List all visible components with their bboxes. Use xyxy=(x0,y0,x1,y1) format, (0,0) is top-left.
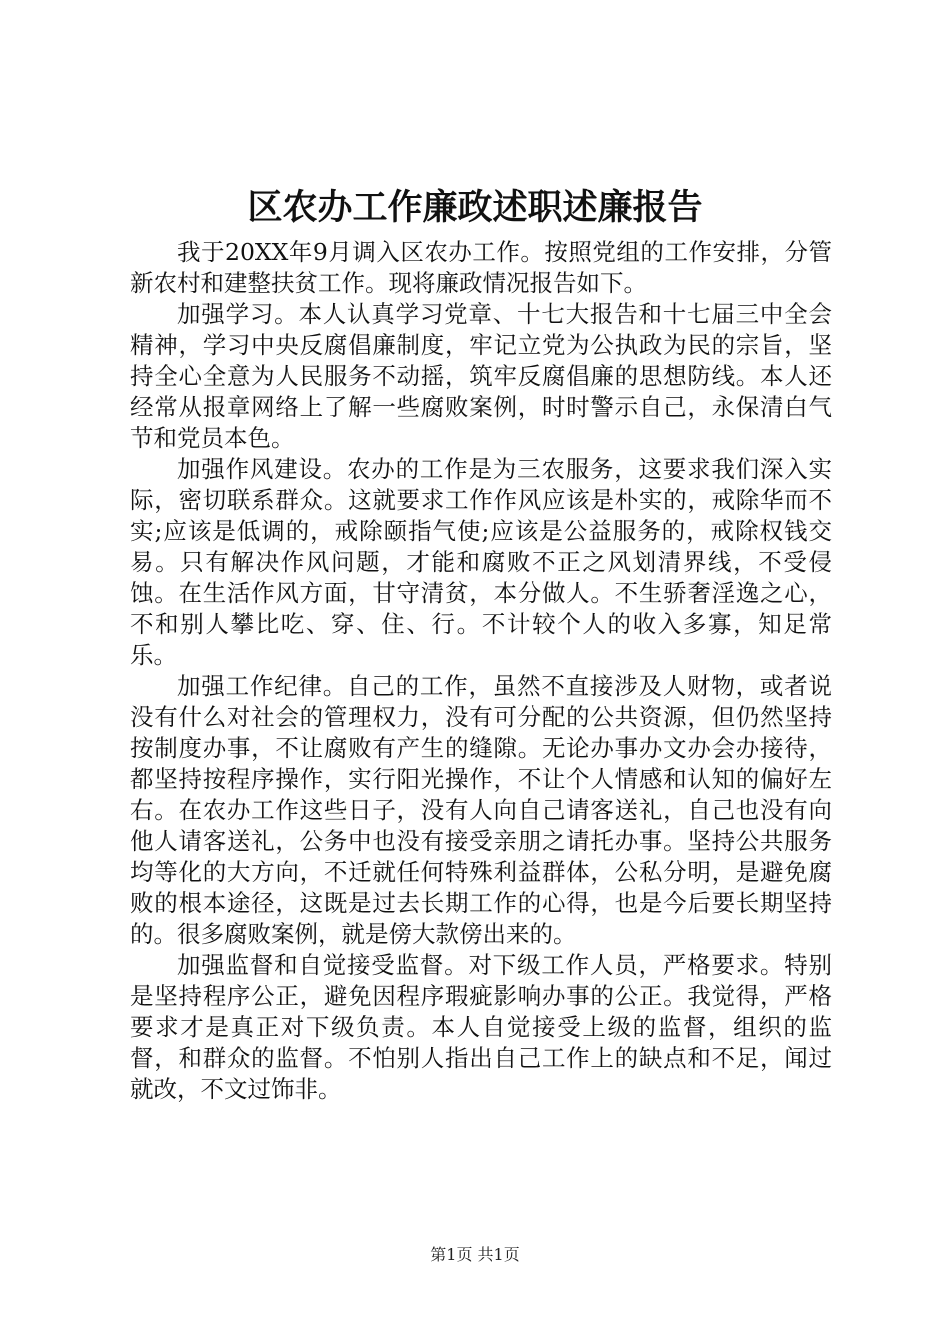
paragraph-study: 加强学习。本人认真学习党章、十七大报告和十七届三中全会精神，学习中央反腐倡廉制度，牢记立党为公执政为民的宗旨，坚持全心全意为人民服务不动摇，筑牢反腐倡廉的思想防线。本人还经常从报章网络上了解一些腐败案例，时时警示自己，永保清白气节和党员本色。 xyxy=(130,300,832,452)
paragraph-work-style: 加强作风建设。农办的工作是为三农服务，这要求我们深入实际，密切联系群众。这就要求工作作风应该是朴实的，戒除华而不实;应该是低调的，戒除颐指气使;应该是公益服务的，戒除权钱交易。只有解决作风问题，才能和腐败不正之风划清界线，不受侵蚀。在生活作风方面，甘守清贫，本分做人。不生骄奢淫逸之心，不和别人攀比吃、穿、住、行。不计较个人的收入多寡，知足常乐。 xyxy=(130,455,832,669)
paragraph-supervision: 加强监督和自觉接受监督。对下级工作人员，严格要求。特别是坚持程序公正，避免因程序瑕疵影响办事的公正。我觉得，严格要求才是真正对下级负责。本人自觉接受上级的监督，组织的监督，和群众的监督。不怕别人指出自己工作上的缺点和不足，闻过就改，不文过饰非。 xyxy=(130,951,832,1103)
paragraph-discipline: 加强工作纪律。自己的工作，虽然不直接涉及人财物，或者说没有什么对社会的管理权力，没有可分配的公共资源，但仍然坚持按制度办事，不让腐败有产生的缝隙。无论办事办文办会办接待，都坚持按程序操作，实行阳光操作，不让个人情感和认知的偏好左右。在农办工作这些日子，没有人向自己请客送礼，自己也没有向他人请客送礼，公务中也没有接受亲朋之请托办事。坚持公共服务均等化的大方向，不迁就任何特殊利益群体，公私分明，是避免腐败的根本途径，这既是过去长期工作的心得，也是今后要长期坚持的。很多腐败案例，就是傍大款傍出来的。 xyxy=(130,672,832,948)
paragraph-intro: 我于20XX年9月调入区农办工作。按照党组的工作安排，分管新农村和建整扶贫工作。现将廉政情况报告如下。 xyxy=(130,238,832,297)
document-body xyxy=(130,237,832,1105)
page-number-footer: 第1页 共1页 xyxy=(430,1245,520,1264)
document-title: 区农办工作廉政述职述廉报告 xyxy=(247,187,703,228)
